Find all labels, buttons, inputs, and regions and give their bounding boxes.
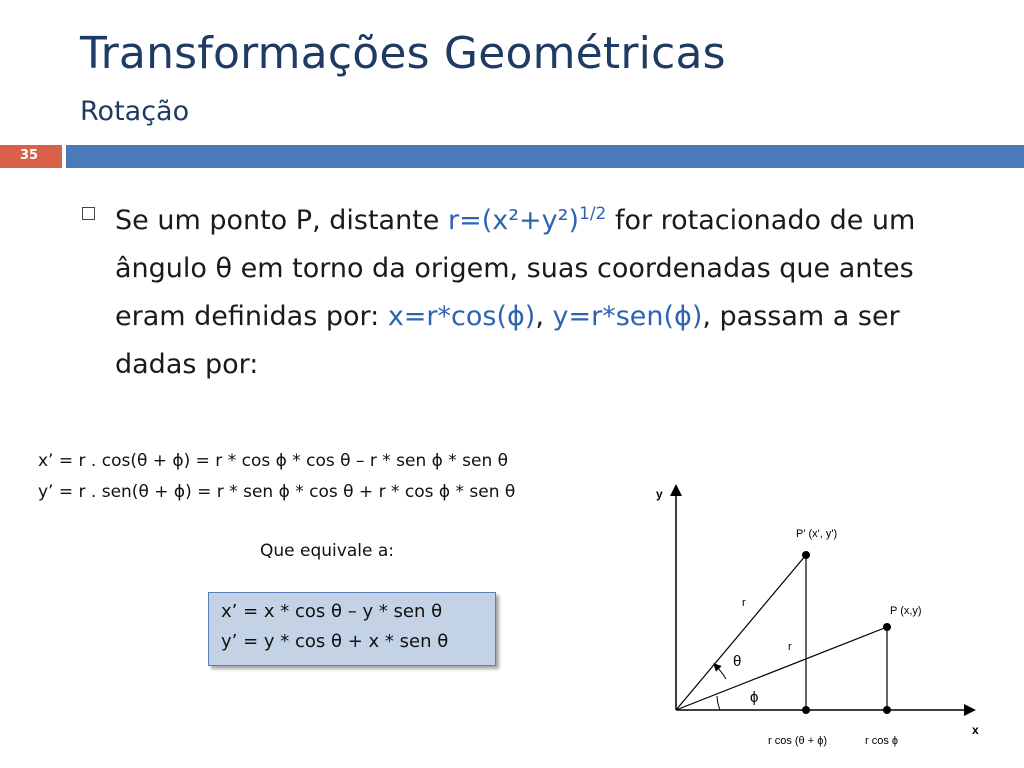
phi-label: ϕ — [750, 689, 759, 706]
p-prime-label: P' (x', y') — [796, 528, 838, 540]
slide-title: Transformações Geométricas — [80, 28, 726, 79]
slide-number-bar — [0, 145, 62, 168]
x-axis-label: x — [972, 723, 979, 737]
radius-line-p — [676, 627, 887, 710]
p-label: P (x,y) — [890, 605, 922, 617]
result-x-formula: x’ = x * cos θ – y * sen θ — [221, 601, 443, 622]
point-x-projection — [883, 706, 891, 714]
result-y-formula: y’ = y * cos θ + x * sen θ — [221, 631, 449, 652]
equation-y-prime: y’ = r . sen(θ + ϕ) = r * sen ϕ * cos θ + r * cos ϕ * sen θ — [38, 482, 516, 502]
tick-label-r-cos-theta-phi: r cos (θ + ϕ) — [768, 735, 828, 747]
point-p — [883, 623, 891, 631]
tick-label-r-cos-phi: r cos ϕ — [865, 735, 899, 747]
radius-formula-base: r=(x²+y²) — [447, 205, 579, 236]
square-bullet-icon — [82, 207, 95, 220]
phi-arc — [717, 696, 720, 710]
bullet-text-1: Se um ponto P, distante — [115, 205, 448, 236]
rotation-diagram — [620, 470, 1000, 765]
radius-line-p-prime — [676, 555, 806, 710]
point-p-prime — [802, 551, 810, 559]
bullet-separator: , — [535, 301, 553, 332]
bullet-text-3: , passam a ser dadas por: — [115, 301, 900, 380]
header-divider-bar — [66, 145, 1024, 168]
radius-label-lower: r — [788, 641, 792, 653]
slide-number: 35 — [20, 148, 39, 163]
slide-subtitle: Rotação — [80, 96, 190, 127]
bullet-paragraph — [115, 190, 955, 389]
y-definition: y=r*sen(ϕ) — [552, 301, 703, 332]
x-definition: x=r*cos(ϕ) — [387, 301, 536, 332]
radius-formula — [448, 205, 606, 236]
equation-x-prime: x’ = r . cos(θ + ϕ) = r * cos ϕ * cos θ – r * sen ϕ * sen θ — [38, 451, 509, 471]
point-x-prime-projection — [802, 706, 810, 714]
radius-formula-exponent: 1/2 — [579, 204, 607, 224]
bullet-text-2: for rotacionado de um ângulo θ em torno da origem, suas coordenadas que antes eram definidas por: — [115, 205, 916, 332]
radius-label-upper: r — [742, 597, 746, 609]
theta-arc — [716, 666, 726, 679]
result-formula-box — [208, 592, 496, 666]
theta-label: θ — [733, 653, 742, 670]
y-axis-label: y — [656, 487, 663, 501]
equivalence-label: Que equivale a: — [260, 541, 394, 561]
